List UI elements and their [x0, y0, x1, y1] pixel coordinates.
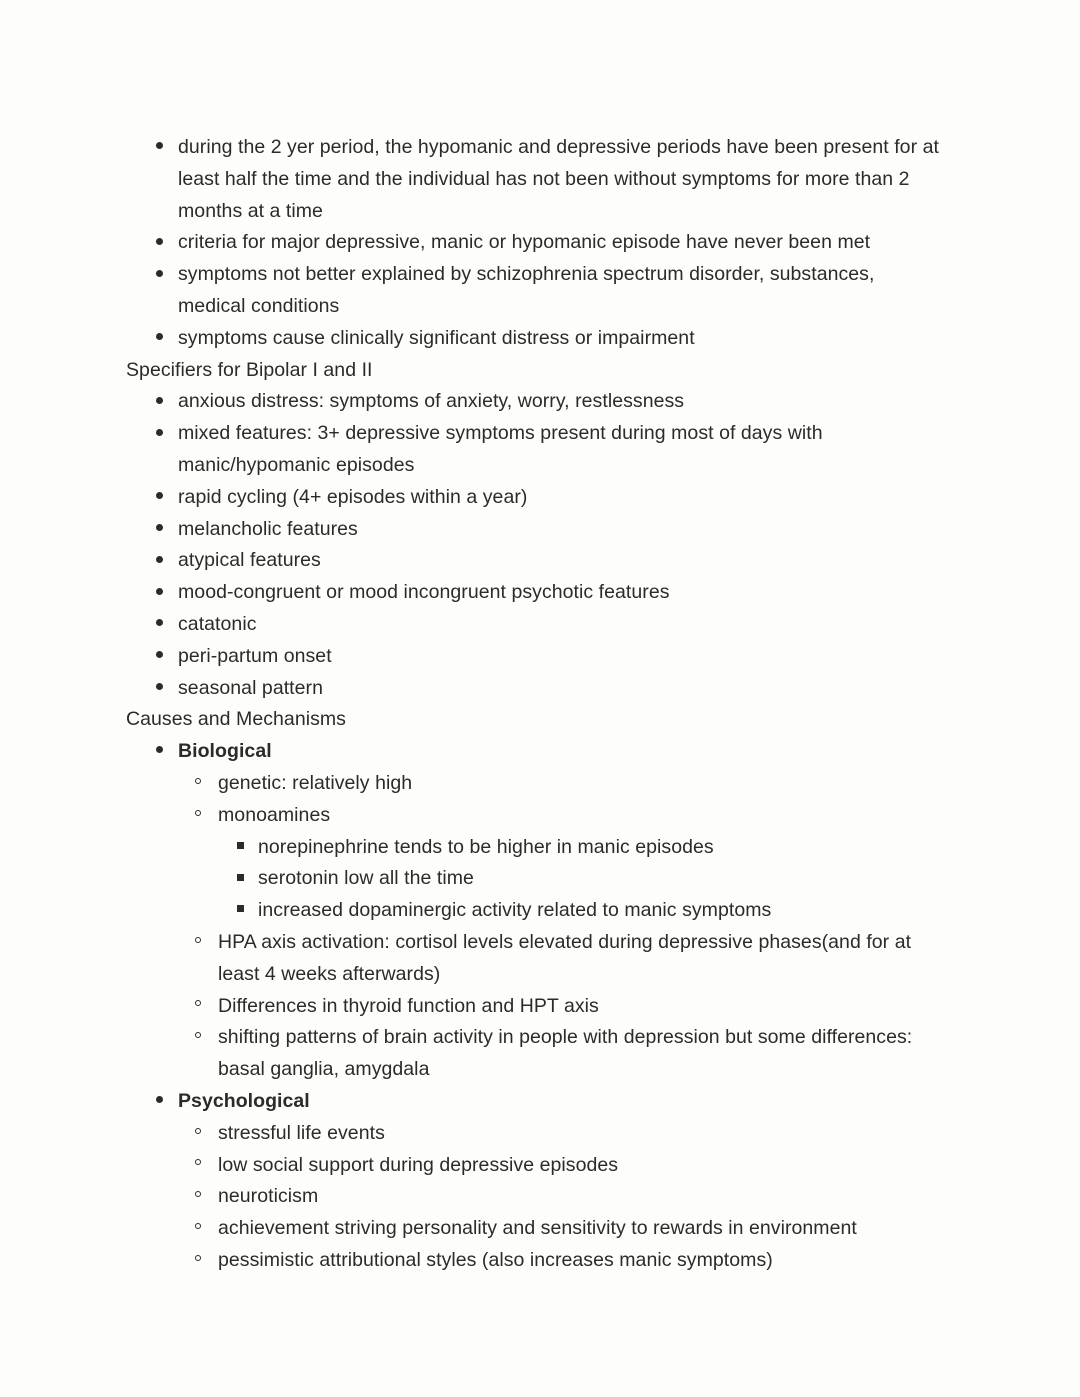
disc-bullet-glyph [156, 619, 163, 626]
list-item [126, 1181, 940, 1213]
disc-bullet-icon [156, 418, 163, 450]
circle-bullet-glyph [195, 1159, 201, 1165]
list-item [126, 482, 940, 514]
disc-bullet-glyph [156, 429, 163, 436]
disc-bullet-glyph [156, 588, 163, 595]
disc-bullet-icon [156, 609, 163, 641]
disc-bullet-icon [156, 323, 163, 355]
list-item-label: mood-congruent or mood incongruent psychotic features [178, 581, 670, 604]
circle-bullet-glyph [195, 1000, 201, 1006]
heading-label: Specifiers for Bipolar I and II [126, 358, 373, 381]
square-bullet-glyph [237, 874, 244, 881]
disc-bullet-icon [156, 545, 163, 577]
list-item [126, 1150, 940, 1182]
list-item [126, 514, 940, 546]
list-item-label: mixed features: 3+ depressive symptoms present during most of days with manic/hypomanic episodes [178, 422, 823, 476]
list-item-label: catatonic [178, 612, 257, 635]
list-item [126, 418, 940, 482]
list-item-label: pessimistic attributional styles (also increases manic symptoms) [218, 1248, 773, 1271]
list-item [126, 132, 940, 227]
circle-bullet-icon [195, 1213, 201, 1245]
disc-bullet-icon [156, 673, 163, 705]
list-item [126, 768, 940, 800]
disc-bullet-glyph [156, 1096, 163, 1103]
list-item [126, 863, 940, 895]
list-item-label: stressful life events [218, 1121, 385, 1144]
disc-bullet-glyph [156, 238, 163, 245]
circle-bullet-icon [195, 991, 201, 1023]
list-item-label: HPA axis activation: cortisol levels elevated during depressive phases(and for at least 4 weeks afterwards) [218, 930, 912, 985]
list-item-label: Biological [178, 740, 272, 763]
circle-bullet-icon [195, 1150, 201, 1182]
disc-bullet-icon [156, 482, 163, 514]
list-item [126, 545, 940, 577]
list-item-label: achievement striving personality and sensitivity to rewards in environment [218, 1217, 857, 1240]
disc-bullet-glyph [156, 524, 163, 531]
circle-bullet-glyph [195, 937, 201, 943]
list-item-label: genetic: relatively high [218, 771, 413, 794]
circle-bullet-glyph [195, 810, 201, 816]
circle-bullet-glyph [195, 1223, 201, 1229]
circle-bullet-icon [195, 1118, 201, 1150]
disc-bullet-icon [156, 514, 163, 546]
list-item [126, 832, 940, 864]
circle-bullet-icon [195, 800, 201, 832]
disc-bullet-glyph [156, 270, 163, 277]
disc-bullet-icon [156, 1086, 163, 1118]
notes-outline [126, 132, 940, 1277]
list-item-label: anxious distress: symptoms of anxiety, worry, restlessness [178, 390, 685, 413]
disc-bullet-glyph [156, 746, 163, 753]
circle-bullet-icon [195, 927, 201, 959]
list-item [126, 323, 940, 355]
list-item-label: melancholic features [178, 517, 358, 540]
disc-bullet-glyph [156, 492, 163, 499]
disc-bullet-icon [156, 227, 163, 259]
list-item-label: symptoms cause clinically significant distress or impairment [178, 326, 695, 349]
section-heading [126, 355, 940, 387]
list-item [126, 800, 940, 832]
list-item-label: atypical features [178, 549, 321, 572]
circle-bullet-icon [195, 1022, 201, 1054]
list-item [126, 259, 940, 323]
list-item [126, 1213, 940, 1245]
list-item-label: neuroticism [218, 1185, 319, 1208]
circle-bullet-glyph [195, 1191, 201, 1197]
circle-bullet-icon [195, 768, 201, 800]
list-item [126, 1118, 940, 1150]
list-item-label: Differences in thyroid function and HPT axis [218, 994, 599, 1017]
list-item-label: shifting patterns of brain activity in people with depression but some differences: basal ganglia, amygdala [218, 1026, 913, 1081]
square-bullet-glyph [237, 905, 244, 912]
disc-bullet-icon [156, 641, 163, 673]
list-item [126, 609, 940, 641]
disc-bullet-icon [156, 259, 163, 291]
list-item [126, 991, 940, 1023]
list-item-label: during the 2 yer period, the hypomanic and depressive periods have been present for at least half the time and the individual has not been without symptoms for more than 2 months at a time [178, 136, 939, 222]
heading-label: Causes and Mechanisms [126, 708, 346, 731]
list-item [126, 895, 940, 927]
list-item [126, 577, 940, 609]
circle-bullet-icon [195, 1245, 201, 1277]
list-item [126, 386, 940, 418]
section-heading [126, 704, 940, 736]
list-item [126, 1022, 940, 1086]
list-item [126, 1245, 940, 1277]
list-item-label: Psychological [178, 1089, 310, 1112]
disc-bullet-glyph [156, 683, 163, 690]
list-item [126, 927, 940, 991]
list-item-label: monoamines [218, 803, 331, 826]
square-bullet-icon [237, 832, 244, 864]
disc-bullet-glyph [156, 651, 163, 658]
circle-bullet-glyph [195, 1255, 201, 1261]
disc-bullet-icon [156, 577, 163, 609]
list-item-label: increased dopaminergic activity related to manic symptoms [258, 899, 772, 922]
disc-bullet-glyph [156, 142, 163, 149]
list-item-label: rapid cycling (4+ episodes within a year) [178, 485, 528, 508]
disc-bullet-icon [156, 736, 163, 768]
list-item [126, 673, 940, 705]
list-item [126, 1086, 940, 1118]
disc-bullet-icon [156, 386, 163, 418]
list-item [126, 736, 940, 768]
disc-bullet-glyph [156, 333, 163, 340]
list-item [126, 641, 940, 673]
list-item-label: seasonal pattern [178, 676, 323, 699]
list-item-label: peri-partum onset [178, 644, 332, 667]
square-bullet-icon [237, 895, 244, 927]
list-item [126, 227, 940, 259]
disc-bullet-icon [156, 132, 163, 164]
list-item-label: criteria for major depressive, manic or hypomanic episode have never been met [178, 231, 871, 254]
square-bullet-glyph [237, 842, 244, 849]
disc-bullet-glyph [156, 397, 163, 404]
list-item-label: low social support during depressive episodes [218, 1153, 619, 1176]
list-item-label: norepinephrine tends to be higher in manic episodes [258, 835, 714, 858]
circle-bullet-glyph [195, 1128, 201, 1134]
circle-bullet-icon [195, 1181, 201, 1213]
disc-bullet-glyph [156, 556, 163, 563]
square-bullet-icon [237, 863, 244, 895]
circle-bullet-glyph [195, 778, 201, 784]
list-item-label: serotonin low all the time [258, 867, 474, 890]
list-item-label: symptoms not better explained by schizophrenia spectrum disorder, substances, medical conditions [178, 263, 875, 317]
circle-bullet-glyph [195, 1032, 201, 1038]
